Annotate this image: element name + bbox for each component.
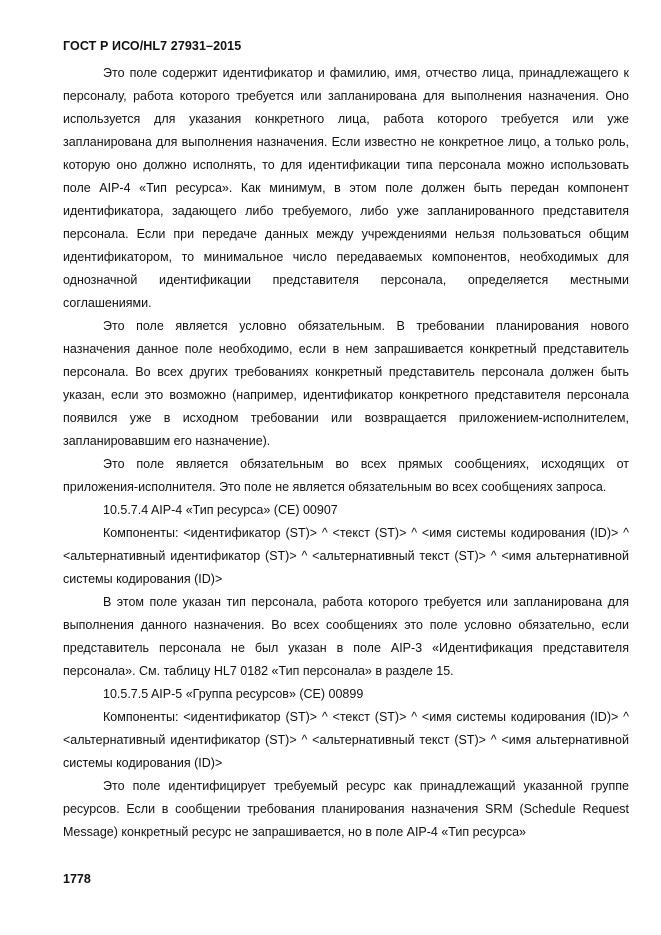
section-heading-aip5: 10.5.7.5 AIP-5 «Группа ресурсов» (CE) 00899 [103,687,364,701]
document-header: ГОСТ Р ИСО/HL7 27931–2015 [63,39,242,53]
paragraph-required-messages: Это поле является обязательным во всех прямых сообщениях, исходящих от приложения-исполнителя. Это поле не является обязательным во всех сообщениях запроса. [63,457,629,494]
paragraph-aip4-description: В этом поле указан тип персонала, работа которого требуется или запланирована для выполнения данного назначения. Во всех сообщениях это поле условно обязательно, если представитель персонала не был указан в поле AIP-3 «Идентификация представителя персонала». См. таблицу HL7 0182 «Тип персонала» в разделе 15. [63,595,629,678]
page-number: 1778 [63,872,91,886]
paragraph-aip5-components: Компоненты: <идентификатор (ST)> ^ <текст (ST)> ^ <имя системы кодирования (ID)> ^ <альтернативный идентификатор (ST)> ^ <альтернативный текст (ST)> ^ <имя альтернативной системы кодирования (ID)> [63,710,629,770]
paragraph-personnel-id: Это поле содержит идентификатор и фамилию, имя, отчество лица, принадлежащего к персоналу, работа которого требуется или запланирована для выполнения назначения. Оно используется для указания конкретного лица, работа которого требуется или уже запланирована для выполнения назначения. Если известно не конкретное лицо, а только роль, которую оно должно исполнять, то для идентификации типа персонала можно использовать поле AIP-4 «Тип ресурса». Как минимум, в этом поле должен быть передан компонент идентификатора, задающего либо требуемого, либо уже запланированного представителя персонала. Если при передаче данных между учреждениями нельзя пользоваться общим идентификатором, то минимальное число передаваемых компонентов, необходимых для однозначной идентификации представителя персонала, определяется местными соглашениями. [63,66,629,310]
paragraph-aip5-description: Это поле идентифицирует требуемый ресурс как принадлежащий указанной группе ресурсов. Если в сообщении требования планирования назначения SRM (Schedule Request Message) конкретный ресурс не запрашивается, но в поле AIP-4 «Тип ресурса» [63,779,629,839]
section-heading-aip4: 10.5.7.4 AIP-4 «Тип ресурса» (CE) 00907 [103,503,338,517]
paragraph-aip4-components: Компоненты: <идентификатор (ST)> ^ <текст (ST)> ^ <имя системы кодирования (ID)> ^ <альтернативный идентификатор (ST)> ^ <альтернативный текст (ST)> ^ <имя альтернативной системы кодирования (ID)> [63,526,629,586]
document-body [63,62,629,844]
paragraph-conditional-required: Это поле является условно обязательным. В требовании планирования нового назначения данное поле необходимо, если в нем запрашивается конкретный представитель персонала. Во всех других требованиях конкретный представитель персонала должен быть указан, если это возможно (например, идентификатор конкретного представителя персонала появился уже в исходном требовании или возвращается приложением-исполнителем, запланировавшим его назначение). [63,319,629,448]
